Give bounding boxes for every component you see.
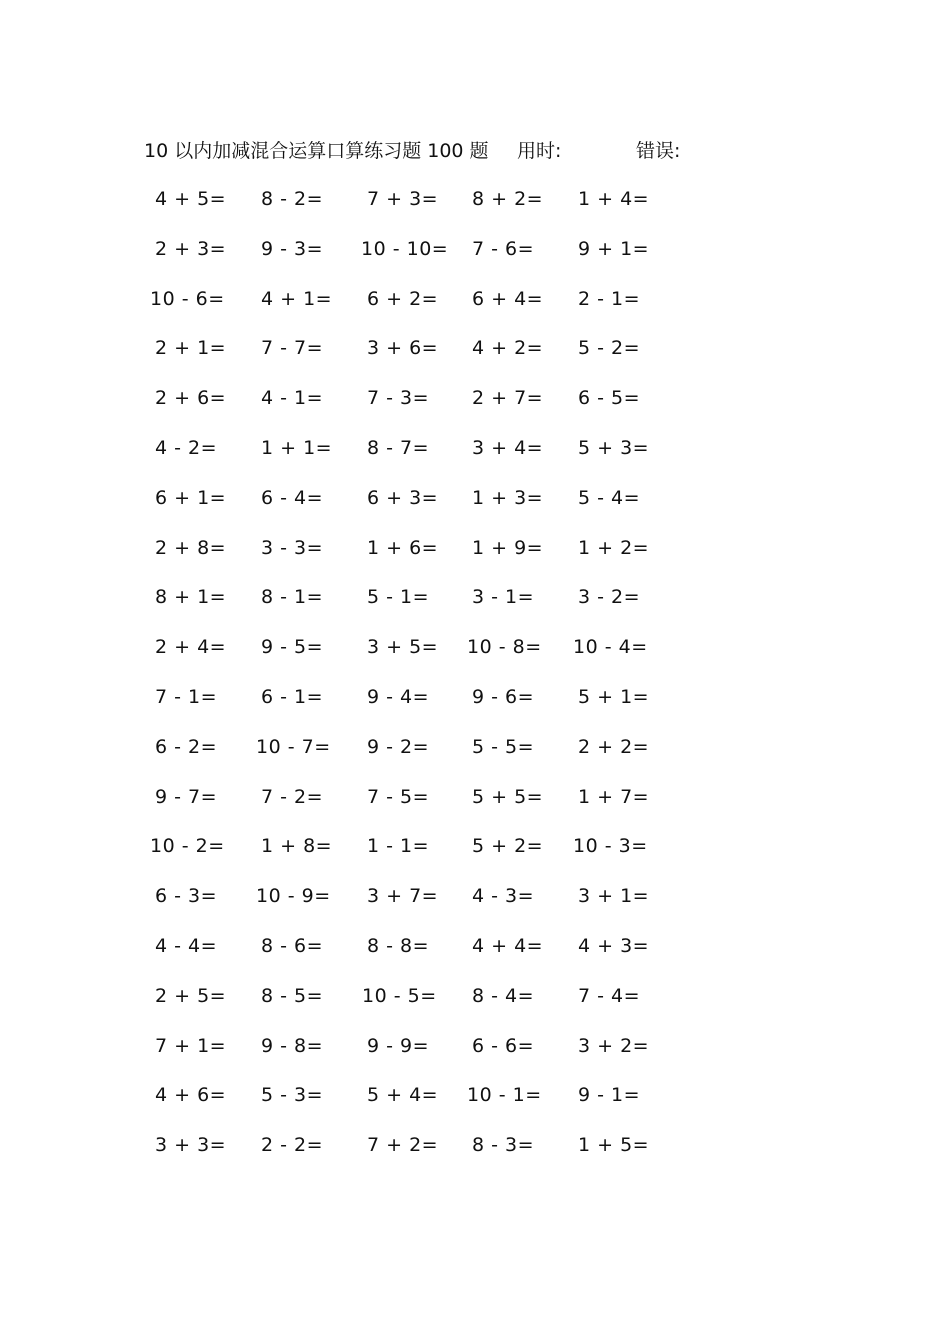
problem-item: 4 - 4=	[155, 935, 218, 957]
problem-item: 1 + 6=	[367, 536, 439, 559]
problem-item: 4 + 4=	[472, 935, 544, 957]
problem-item: 3 - 2=	[578, 586, 641, 609]
problem-item: 6 - 4=	[261, 486, 324, 509]
problem-item: 5 + 2=	[472, 835, 544, 858]
problem-item: 10 - 2=	[150, 835, 225, 858]
problem-item: 6 + 2=	[367, 287, 439, 310]
problem-item: 2 + 1=	[155, 337, 227, 360]
problem-item: 9 - 5=	[261, 636, 324, 659]
problem-item: 5 + 4=	[367, 1084, 439, 1107]
problem-item: 3 + 7=	[367, 885, 439, 908]
problem-item: 6 - 3=	[155, 885, 218, 908]
problem-item: 7 - 6=	[472, 237, 535, 260]
problem-item: 1 - 1=	[367, 835, 430, 858]
problem-item: 3 + 2=	[578, 1034, 650, 1057]
problem-item: 5 - 5=	[472, 735, 535, 758]
problem-item: 6 + 4=	[472, 287, 544, 310]
problem-item: 4 + 5=	[155, 188, 227, 210]
problem-item: 10 - 6=	[150, 287, 225, 310]
problem-item: 4 + 3=	[578, 935, 650, 957]
problem-item: 5 - 2=	[578, 337, 641, 360]
problem-item: 2 - 2=	[261, 1134, 324, 1157]
problem-item: 3 + 4=	[472, 437, 544, 459]
problem-item: 8 - 7=	[367, 437, 430, 459]
problem-item: 8 + 1=	[155, 586, 227, 609]
problem-item: 10 - 3=	[573, 835, 648, 858]
problem-item: 1 + 5=	[578, 1134, 650, 1157]
problem-item: 10 - 8=	[467, 636, 542, 659]
problem-item: 9 - 8=	[261, 1034, 324, 1057]
problem-item: 8 + 2=	[472, 188, 544, 210]
problem-item: 8 - 2=	[261, 188, 324, 210]
problem-item: 4 + 1=	[261, 287, 333, 310]
problem-item: 6 - 2=	[155, 735, 218, 758]
problem-item: 7 - 3=	[367, 387, 430, 410]
problem-item: 8 - 8=	[367, 935, 430, 957]
problem-item: 8 - 1=	[261, 586, 324, 609]
problem-item: 9 - 3=	[261, 237, 324, 260]
problem-item: 10 - 10=	[361, 237, 449, 260]
problem-item: 5 + 3=	[578, 437, 650, 459]
problem-item: 9 + 1=	[578, 237, 650, 260]
problem-item: 10 - 7=	[256, 735, 331, 758]
problem-item: 1 + 4=	[578, 188, 650, 210]
problem-item: 4 - 1=	[261, 387, 324, 410]
problem-item: 6 - 1=	[261, 686, 324, 708]
problem-item: 4 + 6=	[155, 1084, 227, 1107]
problem-item: 7 - 4=	[578, 984, 641, 1007]
problem-item: 7 - 2=	[261, 785, 324, 808]
problem-item: 1 + 3=	[472, 486, 544, 509]
problem-item: 1 + 8=	[261, 835, 333, 858]
problem-item: 2 - 1=	[578, 287, 641, 310]
problem-item: 7 + 1=	[155, 1034, 227, 1057]
problem-item: 1 + 9=	[472, 536, 544, 559]
problem-item: 6 + 1=	[155, 486, 227, 509]
problem-item: 3 + 5=	[367, 636, 439, 659]
problem-item: 3 + 6=	[367, 337, 439, 360]
problem-item: 8 - 6=	[261, 935, 324, 957]
problem-item: 7 - 5=	[367, 785, 430, 808]
problem-item: 8 - 3=	[472, 1134, 535, 1157]
problem-item: 4 - 2=	[155, 437, 218, 459]
problem-item: 9 - 7=	[155, 785, 218, 808]
problem-item: 3 - 1=	[472, 586, 535, 609]
problem-item: 9 - 6=	[472, 686, 535, 708]
error-label: 错误:	[636, 140, 681, 162]
problem-item: 4 + 2=	[472, 337, 544, 360]
problem-item: 9 - 2=	[367, 735, 430, 758]
problem-item: 10 - 5=	[362, 984, 437, 1007]
problem-item: 5 - 3=	[261, 1084, 324, 1107]
problem-item: 6 + 3=	[367, 486, 439, 509]
worksheet-title: 10 以内加减混合运算口算练习题 100 题	[144, 140, 489, 162]
problem-item: 10 - 4=	[573, 636, 648, 659]
problem-item: 1 + 2=	[578, 536, 650, 559]
problem-item: 2 + 5=	[155, 984, 227, 1007]
problem-item: 3 + 3=	[155, 1134, 227, 1157]
problem-item: 9 - 1=	[578, 1084, 641, 1107]
problem-item: 8 - 5=	[261, 984, 324, 1007]
problem-item: 7 - 1=	[155, 686, 218, 708]
time-label: 用时:	[517, 140, 562, 162]
problem-item: 2 + 6=	[155, 387, 227, 410]
problem-item: 2 + 8=	[155, 536, 227, 559]
problem-item: 3 - 3=	[261, 536, 324, 559]
problem-item: 5 + 1=	[578, 686, 650, 708]
problem-item: 6 - 6=	[472, 1034, 535, 1057]
problem-item: 4 - 3=	[472, 885, 535, 908]
problem-item: 5 - 4=	[578, 486, 641, 509]
problem-item: 7 + 3=	[367, 188, 439, 210]
problem-item: 9 - 9=	[367, 1034, 430, 1057]
problem-item: 7 + 2=	[367, 1134, 439, 1157]
problem-item: 2 + 3=	[155, 237, 227, 260]
problem-item: 5 - 1=	[367, 586, 430, 609]
problem-item: 2 + 7=	[472, 387, 544, 410]
problem-item: 10 - 1=	[467, 1084, 542, 1107]
problem-item: 3 + 1=	[578, 885, 650, 908]
problem-item: 2 + 4=	[155, 636, 227, 659]
problem-item: 6 - 5=	[578, 387, 641, 410]
problem-item: 1 + 1=	[261, 437, 333, 459]
problem-item: 9 - 4=	[367, 686, 430, 708]
problem-item: 2 + 2=	[578, 735, 650, 758]
problem-item: 7 - 7=	[261, 337, 324, 360]
problem-item: 5 + 5=	[472, 785, 544, 808]
problem-item: 10 - 9=	[256, 885, 331, 908]
problem-item: 1 + 7=	[578, 785, 650, 808]
problem-item: 8 - 4=	[472, 984, 535, 1007]
